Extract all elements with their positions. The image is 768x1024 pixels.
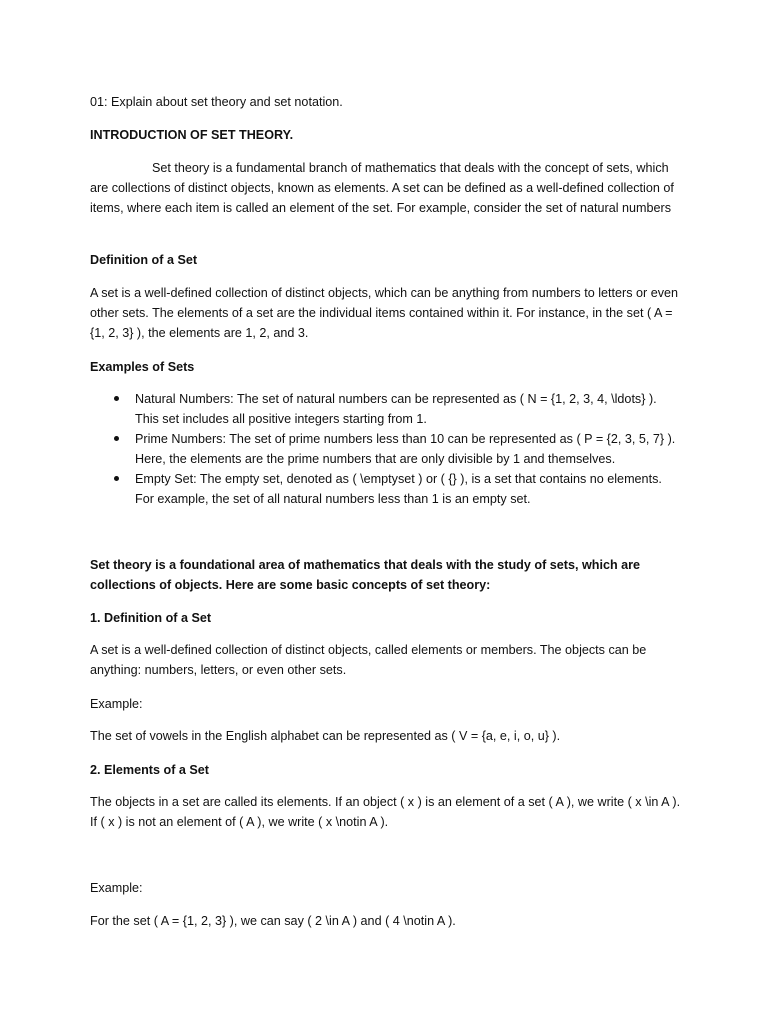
examples-list (90, 389, 682, 509)
list-item: Prime Numbers: The set of prime numbers less than 10 can be represented as ( P = {2, 3, 5, 7} ). Here, the elements are the prime numbers that are only divisible by 1 and themselves. (90, 429, 682, 469)
examples-heading: Examples of Sets (90, 360, 195, 374)
intro-heading: INTRODUCTION OF SET THEORY. (90, 128, 294, 142)
section2-example-label: Example: (90, 881, 143, 895)
section1-example: The set of vowels in the English alphabet can be represented as ( V = {a, e, i, o, u} ). (90, 729, 561, 743)
section1-example-label: Example: (90, 697, 143, 711)
list-item: Empty Set: The empty set, denoted as ( \emptyset ) or ( {} ), is a set that contains no elements. For example, the set of all natural numbers less than 1 is an empty set. (90, 469, 682, 509)
definition-paragraph: A set is a well-defined collection of distinct objects, which can be anything from numbers to letters or even other sets. The elements of a set are the individual items contained within it. For instance, in the set ( A = {1, 2, 3} ), the elements are 1, 2, and 3. (90, 286, 679, 340)
section2-heading: 2. Elements of a Set (90, 763, 209, 777)
intro-paragraph: Set theory is a fundamental branch of mathematics that deals with the concept of sets, which are collections of distinct objects, known as elements. A set can be defined as a well-defined collection of items, where each item is called an element of the set. For example, consider the set of natural numbers (90, 161, 674, 215)
list-item: Natural Numbers: The set of natural numbers can be represented as ( N = {1, 2, 3, 4, \ldots} ). This set includes all positive integers starting from 1. (90, 389, 682, 429)
section2-paragraph: The objects in a set are called its elements. If an object ( x ) is an element of a set ( A ), we write ( x \in A ). If ( x ) is not an element of ( A ), we write ( x \notin A ). (90, 795, 681, 829)
question-line: 01: Explain about set theory and set notation. (90, 95, 343, 109)
section1-paragraph: A set is a well-defined collection of distinct objects, called elements or members. The objects can be anything: numbers, letters, or even other sets. (90, 643, 647, 677)
section2-example: For the set ( A = {1, 2, 3} ), we can say ( 2 \in A ) and ( 4 \notin A ). (90, 914, 456, 928)
foundational-paragraph: Set theory is a foundational area of mathematics that deals with the study of sets, which are collections of objects. Here are some basic concepts of set theory: (90, 558, 641, 592)
definition-heading: Definition of a Set (90, 253, 198, 267)
section1-heading: 1. Definition of a Set (90, 611, 212, 625)
